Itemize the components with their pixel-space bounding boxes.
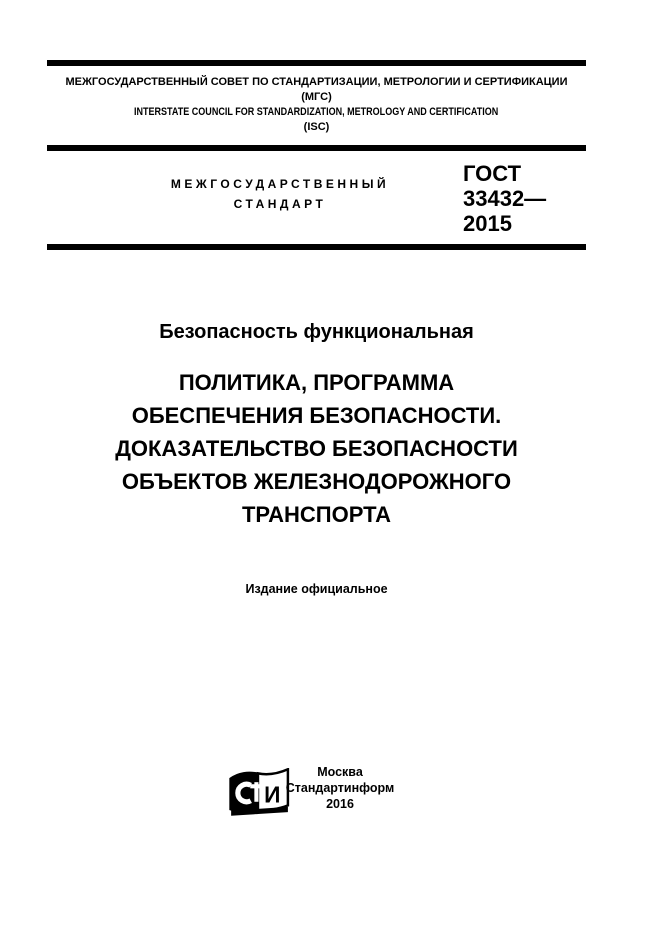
council-name-en-text: INTERSTATE COUNCIL FOR STANDARDIZATION, METROLOGY AND CERTIFICATION <box>134 106 499 118</box>
title-line: ПОЛИТИКА, ПРОГРАММА <box>178 370 455 395</box>
council-abbr-ru: (МГС) <box>301 91 332 103</box>
designation-year: 2015 <box>463 211 512 236</box>
standard-type-line1: МЕЖГОСУДАРСТВЕННЫЙ <box>170 177 390 191</box>
imprint-city: Москва <box>317 765 363 779</box>
imprint-year: 2016 <box>326 797 354 811</box>
top-horizontal-rule <box>47 60 586 66</box>
title-line: ДОКАЗАТЕЛЬСТВО БЕЗОПАСНОСТИ <box>115 436 518 461</box>
logo-letter-i: И <box>264 781 281 808</box>
council-header <box>47 75 586 135</box>
standard-subject: Безопасность функциональная <box>159 321 474 343</box>
standard-type-label <box>100 174 460 214</box>
council-name-en <box>47 105 586 120</box>
imprint-block <box>250 764 430 812</box>
standard-designation <box>463 161 546 236</box>
designation-bottom-rule <box>47 244 586 250</box>
designation-prefix: ГОСТ <box>463 161 522 186</box>
title-line: ОБЕСПЕЧЕНИЯ БЕЗОПАСНОСТИ. <box>131 403 502 428</box>
council-abbr-en: (ISC) <box>303 121 330 133</box>
designation-number: 33432— <box>463 186 547 211</box>
council-name-ru: МЕЖГОСУДАРСТВЕННЫЙ СОВЕТ ПО СТАНДАРТИЗАЦИИ, МЕТРОЛОГИИ И СЕРТИФИКАЦИИ <box>65 76 568 88</box>
title-line: ОБЪЕКТОВ ЖЕЛЕЗНОДОРОЖНОГО <box>121 469 512 494</box>
imprint-publisher: Стандартинформ <box>285 781 395 795</box>
header-bottom-rule <box>47 145 586 151</box>
title-line: ТРАНСПОРТА <box>241 502 392 527</box>
edition-note: Издание официальное <box>245 582 388 596</box>
standard-type-line2: СТАНДАРТ <box>233 197 327 211</box>
standard-title <box>47 366 586 531</box>
